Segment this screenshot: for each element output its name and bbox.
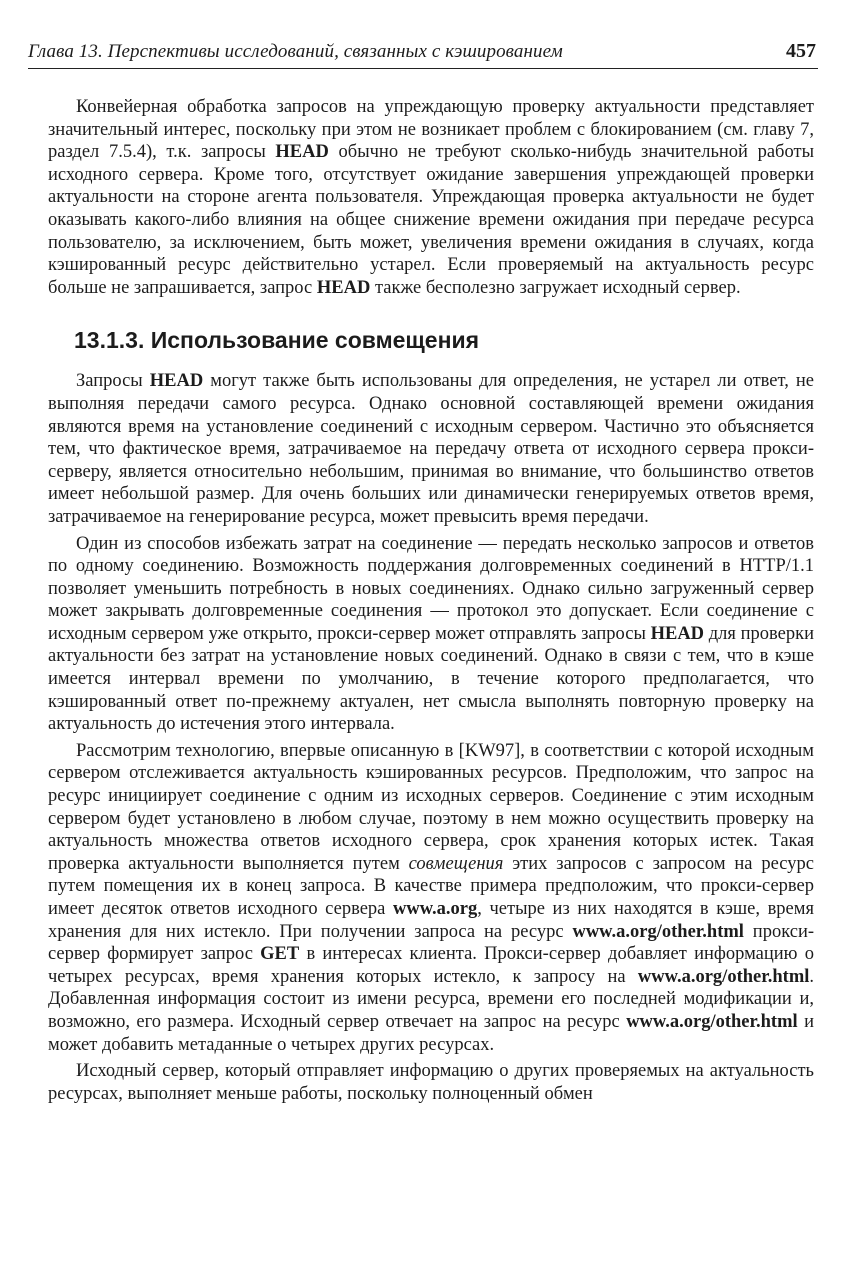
text-run: Рассмотрим технологию, впервые описанную в [KW97], в соответствии с которой исходным сервером отслеживается актуальность кэшированных ресурсов. Предположим, что запрос на ресурс инициирует соединение с одним из исходных серверов. Соединение с этим исходным сервером будет установлено в любом случае, поэтому в нем можно осуществить проверку на актуальность множества ответов исходного сервера, срок хранения которых истек. Такая проверка актуальности выполняется путем [48,740,814,874]
paragraph-persistent-connections [48,533,814,736]
paragraph-head-requests [48,370,814,528]
text-run: для проверки актуальности без затрат на установление новых соединений. Однако в связи с тем, что в кэше имеется интервал времени по умолчанию, в течение которого предполагается, что кэшированный ответ по-прежнему актуален, нет смысла выполнять повторную проверку на актуальность до истечения этого интервала. [48,623,814,735]
text-run: обычно не требуют сколько-нибудь значительной работы исходного сервера. Кроме того, отсутствует ожидание завершения упреждающей проверки актуальности на стороне агента пользователя. Упреждающая проверка актуальности не будет оказывать какого-либо влияния на общее снижение времени ожидания при передаче ресурса пользователю, за исключением, быть может, увеличения времени ожидания в случаях, когда кэшированный ресурс действительно устарел. Если проверяемый на актуальность ресурс больше не запрашивается, запрос [48,142,814,298]
keyword-head: HEAD [149,371,204,392]
text-run: Конвейерная обработка запросов на упреждающую проверку актуальности представляет значительный интерес, поскольку при этом не возникает проблем с блокированием (см. главу 7, раздел 7.5.4), т.к. запросы [48,97,814,163]
running-title: Глава 13. Перспективы исследований, связанных с кэшированием [28,41,563,62]
keyword-head: HEAD [275,142,329,163]
paragraph-piggybacking [48,740,814,1056]
text-run: Один из способов избежать затрат на соединение — передать несколько запросов и ответов по одному соединению. Возможность поддержания долговременных соединений в HTTP/1.1 позволяет уменьшить потребность в новых соединениях. Однако сильно загруженный сервер может закрывать долговременные соединения — протокол это допускает. Если соединение с исходным сервером уже открыто, прокси-сервер может отправлять запросы [48,533,814,644]
text-run: и может добавить метаданные о четырех других ресурсах. [48,1011,815,1055]
text-run: Исходный сервер, который отправляет информацию о других проверяемых на актуальность ресурсах, выполняет меньше работы, поскольку полноценный обмен [48,1061,814,1104]
text-run: Запросы [76,371,150,392]
running-header [28,38,818,69]
keyword-head: HEAD [650,623,705,644]
text-run: могут также быть использованы для определения, не устарел ли ответ, не выполняя передачи самого ресурса. Однако основной составляющей времени ожидания являются время на установление соединений с исходным сервером. Частично это объясняется тем, что фактическое время, затрачиваемое на передачу ответа от исходного сервера прокси-серверу, является относительно небольшим, принимая во внимание, что большинство ответов имеет небольшой размер. Для очень больших или динамически генерируемых ответов время, затрачиваемое на генерирование ресурса, может превысить время передачи. [48,371,814,527]
term-piggybacking: совмещения [408,853,504,874]
url-other-html: www.a.org/other.html [572,921,744,942]
keyword-get: GET [260,944,300,965]
url-other-html: www.a.org/other.html [626,1011,798,1032]
url-host: www.a.org [392,899,478,919]
text-run: также бесполезно загружает исходный сервер. [370,277,741,298]
paragraph-origin-server [48,1060,814,1105]
page-number: 457 [786,40,816,62]
page-body [48,96,814,1105]
keyword-head: HEAD [316,277,371,298]
text-run: прокси-сервер формирует запрос [48,921,815,965]
text-run: этих запросов с запросом на ресурс путем помещения их в конец запроса. В качестве примера предположим, что прокси-сервер имеет десяток ответов исходного сервера [48,853,814,919]
text-run: , четыре из них находятся в кэше, время хранения для них истекло. При получении запроса на ресурс [48,899,814,942]
url-other-html: www.a.org/other.html [637,966,810,987]
paragraph-prefetch-pipelining [48,96,814,299]
text-run: . Добавленная информация состоит из имени ресурса, времени его последней модификации и, возможно, его размера. Исходный сервер отвечает на запрос на ресурс [48,966,814,1032]
section-heading: 13.1.3. Использование совмещения [74,327,480,354]
text-run: в интересах клиента. Прокси-сервер добавляет информацию о четырех ресурсах, время хранения которых истекло, к запросу на [48,944,814,987]
